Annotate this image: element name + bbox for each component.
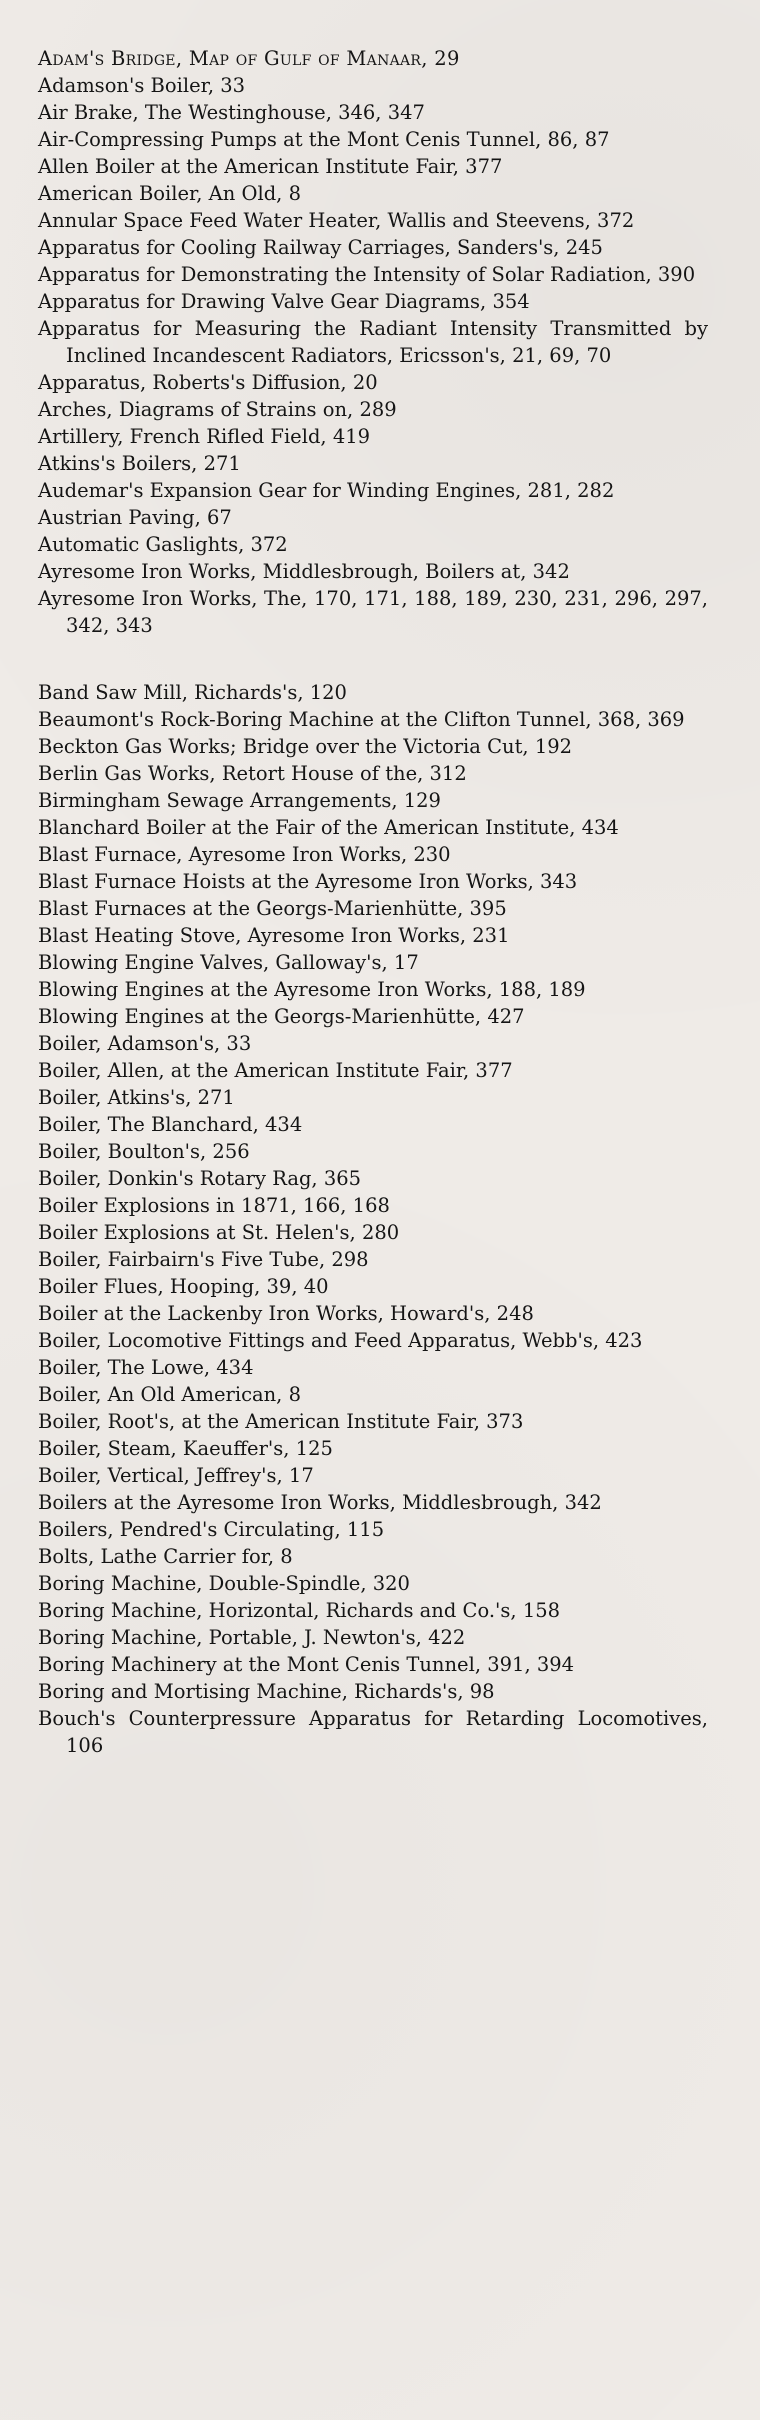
index-entry: American Boiler, An Old, 8	[38, 182, 301, 205]
index-entry: Boring Machine, Double-Spindle, 320	[38, 1572, 410, 1595]
index-entry: Artillery, French Rifled Field, 419	[38, 425, 371, 448]
index-entry: Annular Space Feed Water Heater, Wallis and Steevens, 372	[38, 209, 635, 232]
index-entry: Adamson's Boiler, 33	[38, 74, 246, 97]
index-entry: Ayresome Iron Works, The, 170, 171, 188, 189, 230, 231, 296, 297, 342, 343	[38, 587, 708, 637]
index-entry: Boilers, Pendred's Circulating, 115	[38, 1518, 385, 1541]
index-entry: Air-Compressing Pumps at the Mont Cenis Tunnel, 86, 87	[38, 128, 610, 151]
index-entry: Band Saw Mill, Richards's, 120	[38, 681, 347, 704]
index-entry: Blast Heating Stove, Ayresome Iron Works, 231	[38, 924, 510, 947]
index-entry: Boiler, Atkins's, 271	[38, 1086, 235, 1109]
index-entry: Blowing Engine Valves, Galloway's, 17	[38, 951, 419, 974]
index-entry: Boilers at the Ayresome Iron Works, Middlesbrough, 342	[38, 1491, 602, 1514]
index-entry: Boiler, Steam, Kaeuffer's, 125	[38, 1437, 333, 1460]
index-entry: Berlin Gas Works, Retort House of the, 312	[38, 762, 467, 785]
index-entry: Boring and Mortising Machine, Richards's, 98	[38, 1680, 495, 1703]
index-entry: Allen Boiler at the American Institute Fair, 377	[38, 155, 503, 178]
index-entry: Atkins's Boilers, 271	[38, 452, 241, 475]
index-entry: Apparatus for Cooling Railway Carriages, Sanders's, 245	[38, 236, 603, 259]
index-entry: Apparatus for Drawing Valve Gear Diagrams, 354	[38, 290, 530, 313]
index-entry: Boiler at the Lackenby Iron Works, Howard's, 248	[38, 1302, 534, 1325]
index-entry: Bolts, Lathe Carrier for, 8	[38, 1545, 293, 1568]
index-entry: Blast Furnaces at the Georgs-Marienhütte, 395	[38, 897, 507, 920]
index-entry: Apparatus for Demonstrating the Intensity of Solar Radiation, 390	[38, 263, 696, 286]
index-entry: Blast Furnace, Ayresome Iron Works, 230	[38, 843, 451, 866]
index-entry: Boiler, Boulton's, 256	[38, 1140, 250, 1163]
index-entry: Apparatus for Measuring the Radiant Intensity Transmitted by Inclined Incandescent Radiators, Ericsson's, 21, 69, 70	[38, 317, 708, 367]
index-entry: Beckton Gas Works; Bridge over the Victoria Cut, 192	[38, 735, 573, 758]
index-entry: Air Brake, The Westinghouse, 346, 347	[38, 101, 425, 124]
index-entry: Blowing Engines at the Georgs-Marienhütte, 427	[38, 1005, 525, 1028]
index-entry: Automatic Gaslights, 372	[38, 533, 288, 556]
index-entry: Boiler, Root's, at the American Institute Fair, 373	[38, 1410, 524, 1433]
index-list	[38, 45, 708, 1759]
index-entry: Boiler, The Blanchard, 434	[38, 1113, 303, 1136]
index-entry: Boiler, Adamson's, 33	[38, 1032, 252, 1055]
index-entry: Arches, Diagrams of Strains on, 289	[38, 398, 397, 421]
index-entry: Birmingham Sewage Arrangements, 129	[38, 789, 441, 812]
index-entry: Ayresome Iron Works, Middlesbrough, Boilers at, 342	[38, 560, 570, 583]
index-entry: Boiler, An Old American, 8	[38, 1383, 301, 1406]
index-entry: Bouch's Counterpressure Apparatus for Retarding Locomotives, 106	[38, 1707, 708, 1757]
index-entry: Adam's Bridge, Map of Gulf of Manaar, 29	[38, 47, 460, 70]
index-entry: Beaumont's Rock-Boring Machine at the Clifton Tunnel, 368, 369	[38, 708, 685, 731]
index-entry: Boiler, Donkin's Rotary Rag, 365	[38, 1167, 362, 1190]
index-entry: Boiler, Locomotive Fittings and Feed Apparatus, Webb's, 423	[38, 1329, 643, 1352]
index-entry: Boring Machine, Portable, J. Newton's, 422	[38, 1626, 466, 1649]
index-entry: Boiler, The Lowe, 434	[38, 1356, 254, 1379]
index-entry: Blanchard Boiler at the Fair of the American Institute, 434	[38, 816, 619, 839]
index-entry: Boiler Explosions at St. Helen's, 280	[38, 1221, 400, 1244]
index-entry: Boiler, Vertical, Jeffrey's, 17	[38, 1464, 314, 1487]
index-entry: Austrian Paving, 67	[38, 506, 232, 529]
index-entry: Apparatus, Roberts's Diffusion, 20	[38, 371, 378, 394]
index-entry: Boiler, Fairbairn's Five Tube, 298	[38, 1248, 369, 1271]
index-entry: Boiler, Allen, at the American Institute Fair, 377	[38, 1059, 513, 1082]
index-entry: Blast Furnace Hoists at the Ayresome Iron Works, 343	[38, 870, 578, 893]
index-entry: Blowing Engines at the Ayresome Iron Works, 188, 189	[38, 978, 586, 1001]
index-entry: Boring Machine, Horizontal, Richards and Co.'s, 158	[38, 1599, 561, 1622]
index-entry: Boiler Flues, Hooping, 39, 40	[38, 1275, 329, 1298]
index-entry: Boring Machinery at the Mont Cenis Tunnel, 391, 394	[38, 1653, 575, 1676]
index-entry: Audemar's Expansion Gear for Winding Engines, 281, 282	[38, 479, 615, 502]
index-entry: Boiler Explosions in 1871, 166, 168	[38, 1194, 390, 1217]
